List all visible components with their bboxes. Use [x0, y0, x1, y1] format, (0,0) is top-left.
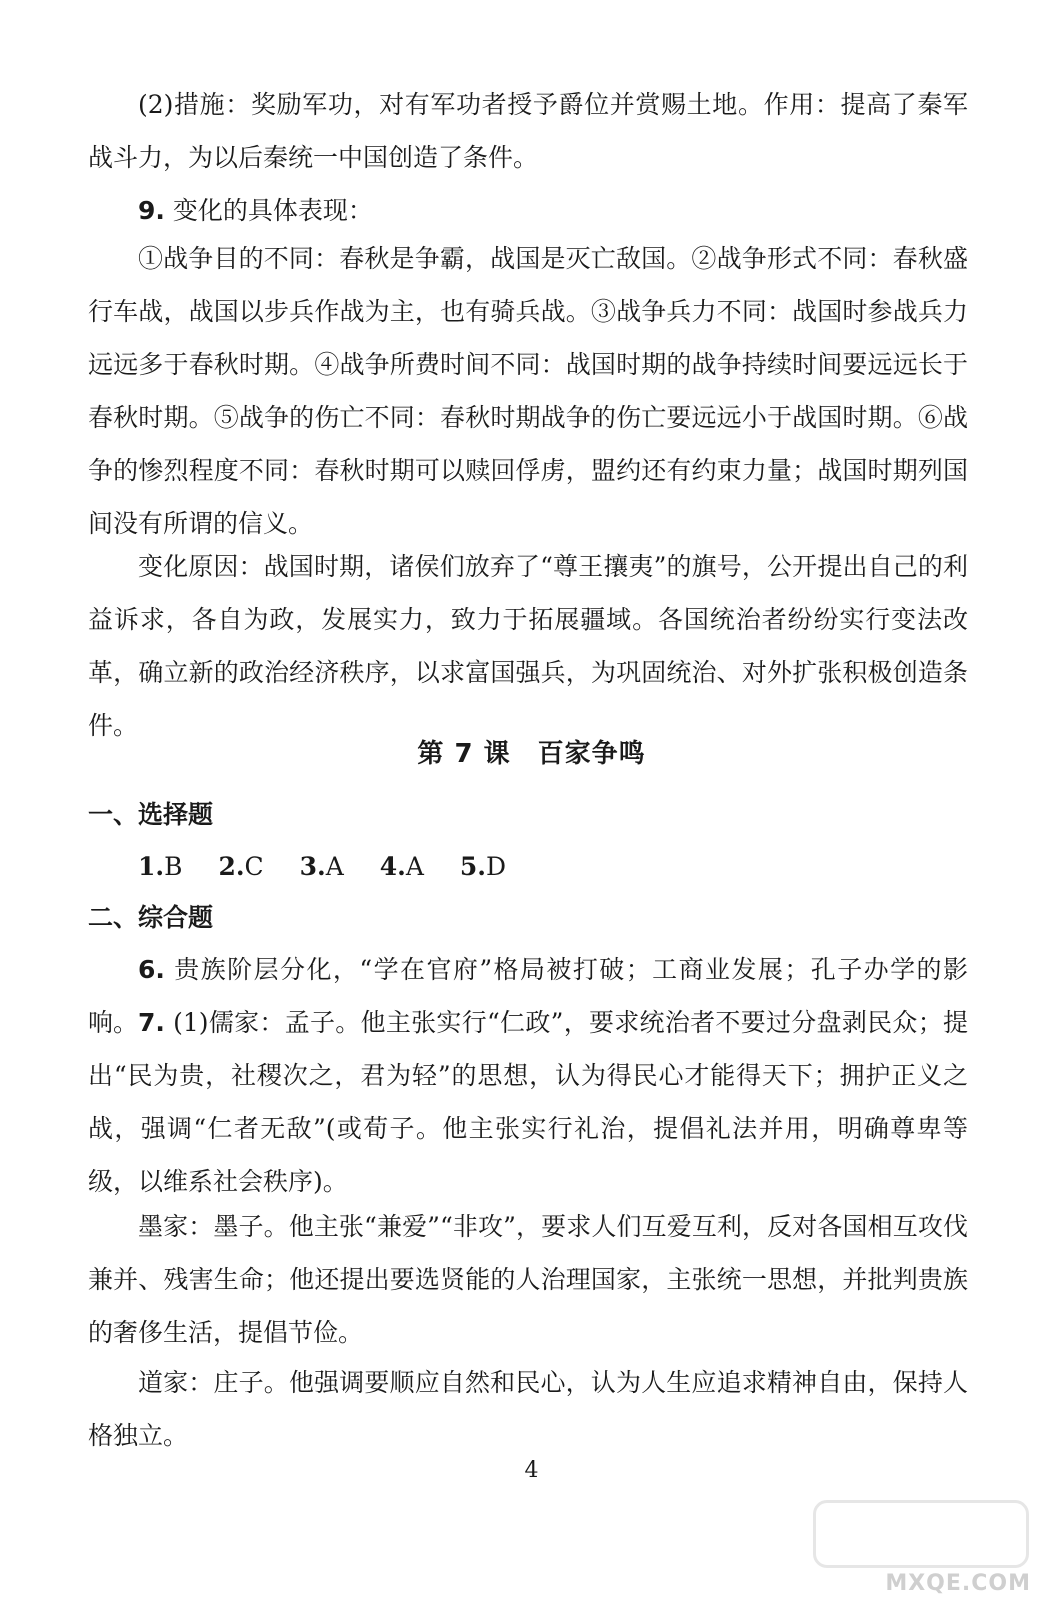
- answer-item: 3.A: [299, 852, 344, 881]
- q9-heading: 变化的具体表现：: [172, 196, 373, 225]
- answer-item: 2.C: [218, 852, 264, 881]
- watermark: [809, 1500, 1049, 1600]
- q7-confucian: (1)儒家：孟子。他主张实行“仁政”，要求统治者不要过分盘剥民众；提出“民为贵，社稷次之，君为轻”的思想，认为得民心才能得天下；拥护正义之战，强调“仁者无敌”(或荀子。他主张实行礼治，提倡礼法并用，明确尊卑等级，以维系社会秩序)。: [88, 1008, 968, 1196]
- choice-answers: [138, 847, 534, 887]
- q9-number: 9.: [138, 196, 165, 225]
- watermark-logo-icon: [813, 1500, 1029, 1568]
- page-number: 4: [524, 1458, 539, 1483]
- q9-reason-paragraph: 变化原因：战国时期，诸侯们放弃了“尊王攘夷”的旗号，公开提出自己的利益诉求，各自为政，发展实力，致力于拓展疆域。各国统治者纷纷实行变法改革，确立新的政治经济秩序，以求富国强兵，为巩固统治、对外扩张积极创造条件。: [88, 552, 968, 740]
- q6-number: 6.: [138, 955, 165, 984]
- q9-details-paragraph: ①战争目的不同：春秋是争霸，战国是灭亡敌国。②战争形式不同：春秋盛行车战，战国以步兵作战为主，也有骑兵战。③战争兵力不同：战国时参战兵力远远多于春秋时期。④战争所费时间不同：战国时期的战争持续时间要远远长于春秋时期。⑤战争的伤亡不同：春秋时期战争的伤亡要远远小于战国时期。⑥战争的惨烈程度不同：春秋时期可以赎回俘虏，盟约还有约束力量；战国时期列国间没有所谓的信义。: [88, 244, 968, 538]
- q6-text: 贵族阶层分化，“学在官府”格局被打破；工商业发展；孔子办学的影响。: [88, 955, 968, 1037]
- q9-heading-paragraph: [88, 184, 968, 237]
- answer-item: 4.A: [379, 852, 424, 881]
- q8-part2-paragraph: (2)措施：奖励军功，对有军功者授予爵位并赏赐土地。作用：提高了秦军战斗力，为以后秦统一中国创造了条件。: [88, 90, 968, 172]
- lesson-title: 第 7 课 百家争鸣: [417, 739, 646, 769]
- q7-paragraph: [88, 996, 968, 1208]
- q7-daoist-paragraph: 道家：庄子。他强调要顺应自然和民心，认为人生应追求精神自由，保持人格独立。: [88, 1368, 968, 1450]
- section-heading-comprehensive: 二、综合题: [88, 903, 214, 932]
- q7-mohist-paragraph: 墨家：墨子。他主张“兼爱”“非攻”，要求人们互爱互利，反对各国相互攻伐兼并、残害生命；他还提出要选贤能的人治理国家，主张统一思想，并批判贵族的奢侈生活，提倡节俭。: [88, 1212, 968, 1347]
- watermark-text: MXQE.COM: [885, 1571, 1031, 1596]
- answer-item: 5.D: [459, 852, 507, 881]
- section-heading-choice: 一、选择题: [88, 800, 214, 829]
- q7-number: 7.: [138, 1008, 165, 1037]
- answer-item: 1.B: [138, 852, 183, 881]
